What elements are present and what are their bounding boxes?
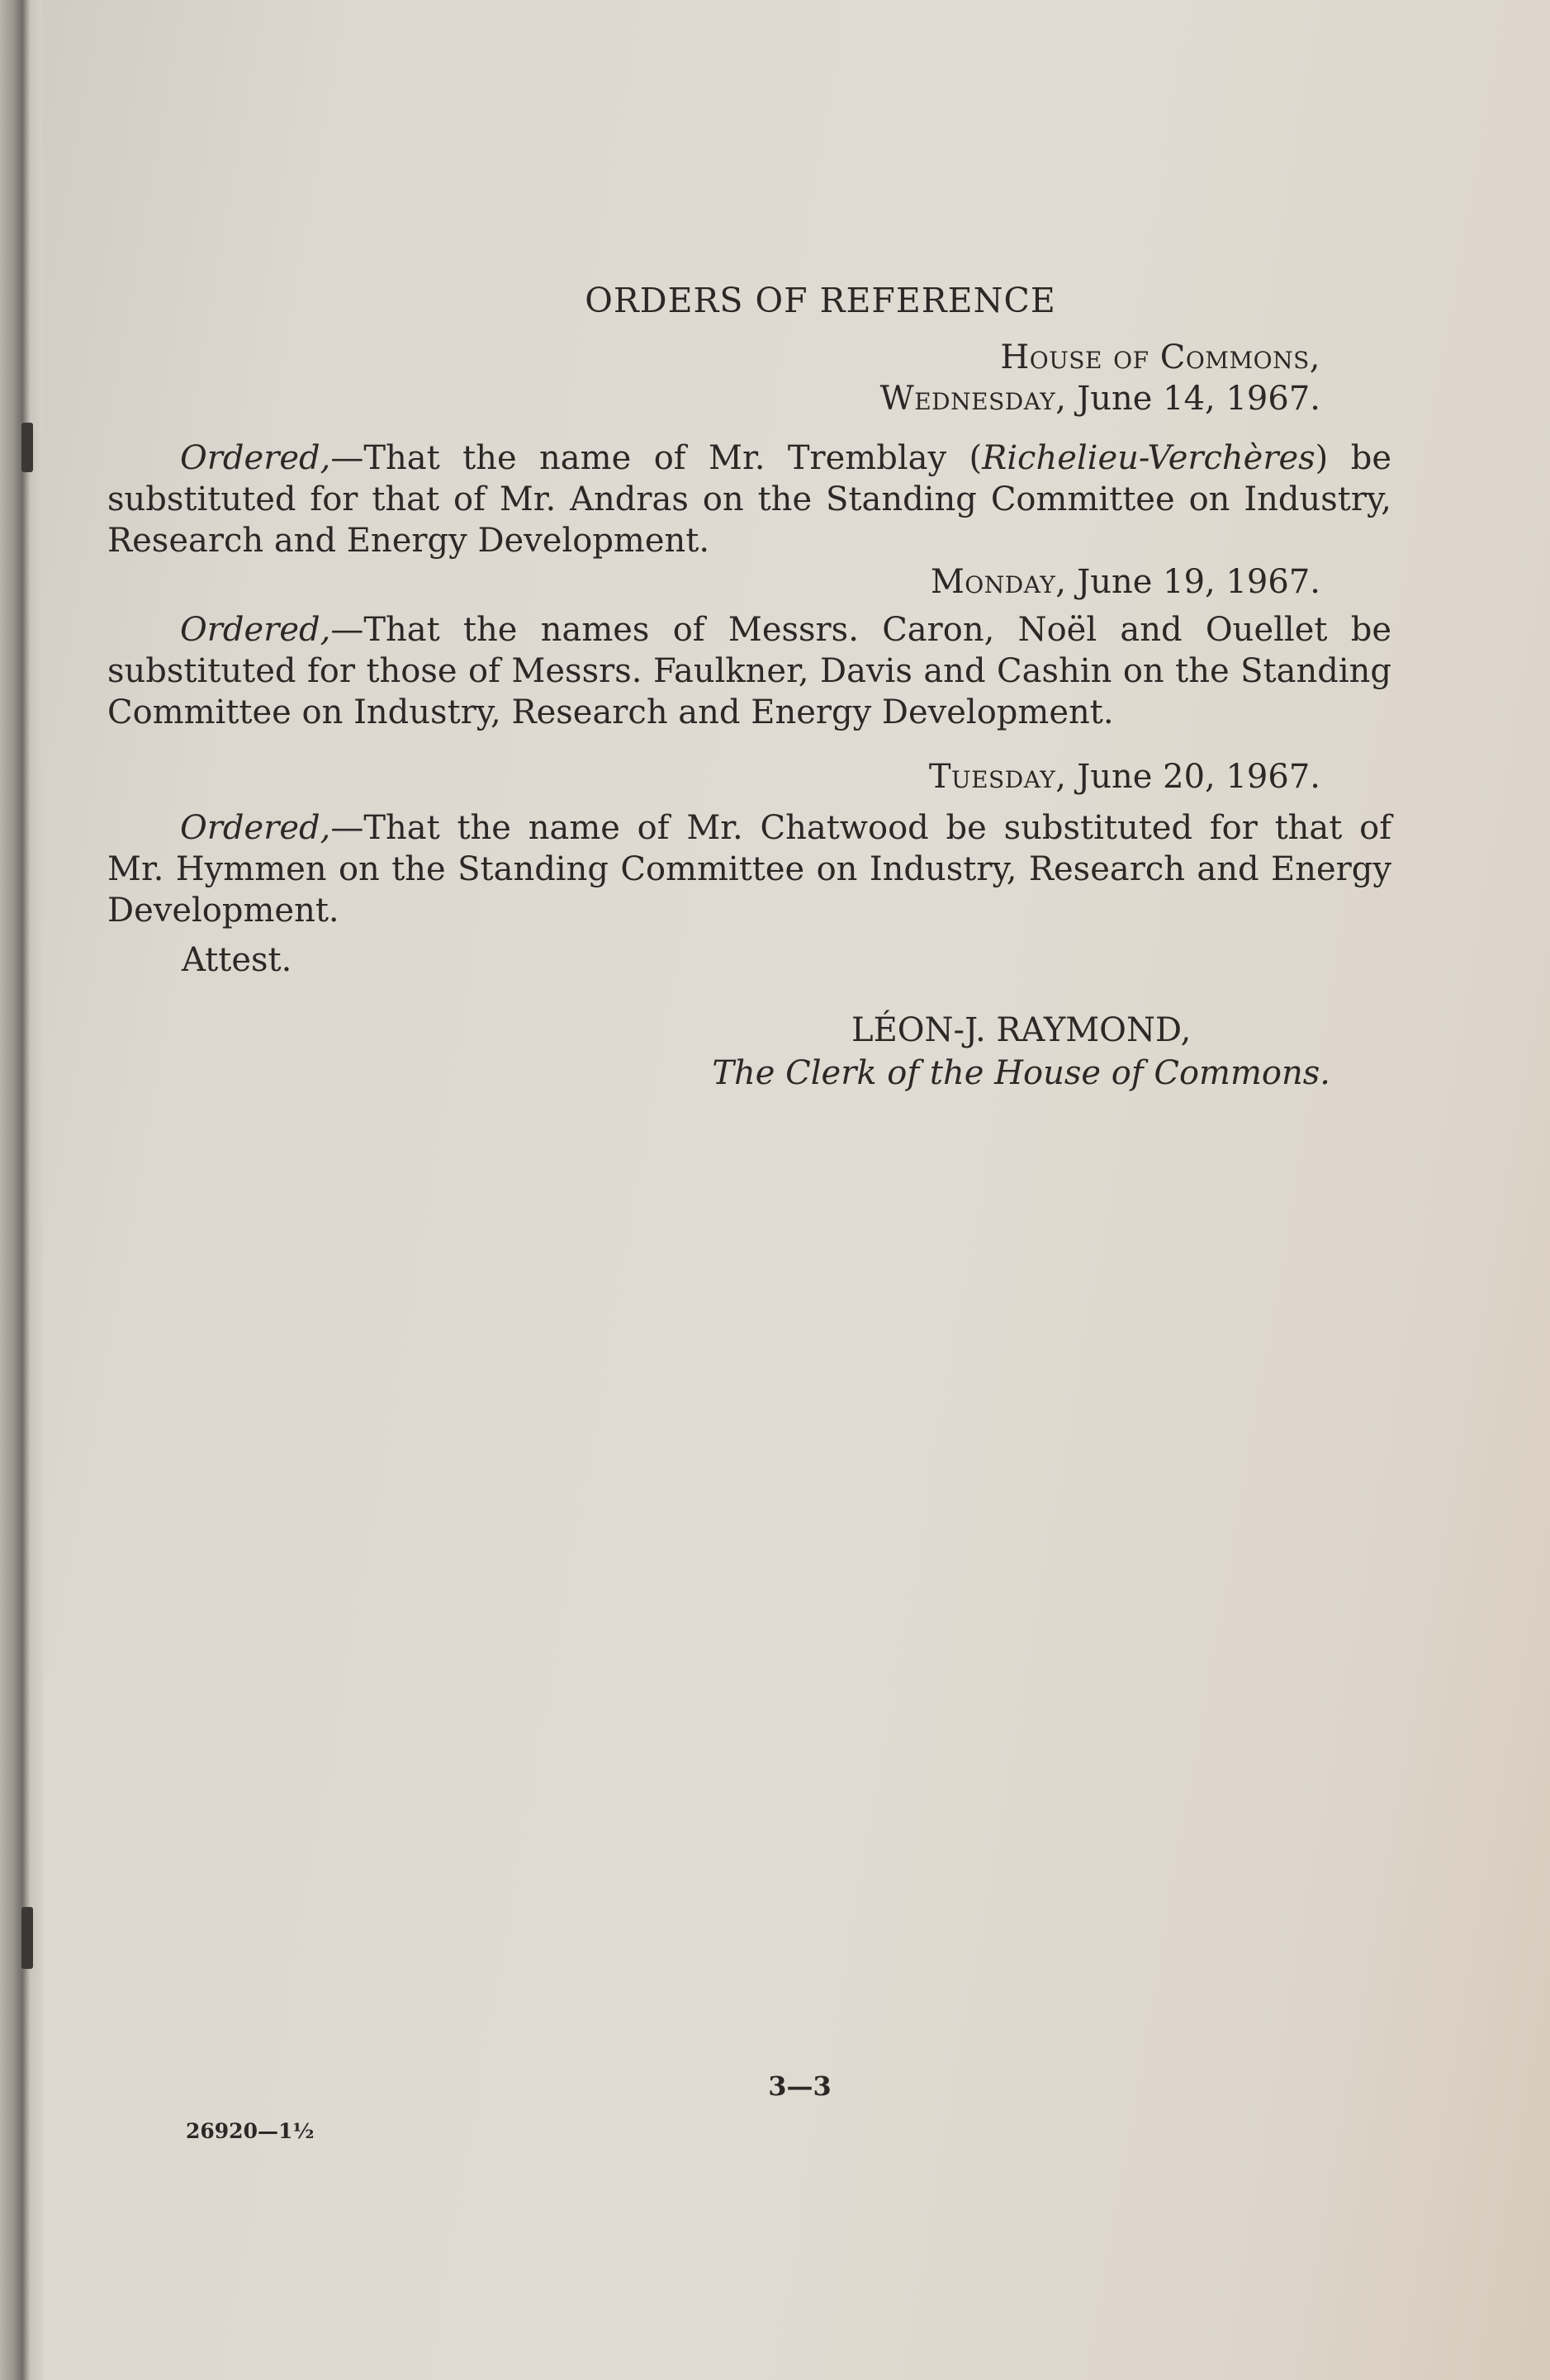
binding-clip [21,1907,33,1969]
ordered-word: Ordered, [180,809,331,847]
order-text: Ordered,—That the name of Mr. Chatwood be substituted for that of Mr. Hymmen on the Standing Committee on Industry, Research and Energy Development. [107,809,1391,930]
page-number: 3—3 [768,2070,832,2102]
entry-day: Wednesday, [879,380,1067,418]
entry-dateline [880,380,1320,418]
house-name: House of Commons, [1000,338,1320,376]
house-line [1000,338,1320,376]
print-code: 26920—1½ [186,2119,315,2143]
entry-day: Monday, [930,563,1067,601]
entry-date: June 20, 1967. [1077,758,1320,796]
entry-day: Tuesday, [928,758,1067,796]
entry-dateline [929,758,1320,796]
signatory-name: LÉON-J. RAYMOND, [851,1011,1192,1049]
binding-spine [0,0,43,2380]
order-paragraph [107,438,1391,561]
entry-dateline [931,563,1320,601]
binding-clip [21,423,33,472]
attest-line: Attest. [182,941,292,979]
riding-name: Richelieu-Verchères [982,439,1315,477]
order-text: Ordered,—That the names of Messrs. Caron, Noël and Ouellet be substituted for those of Messrs. Faulkner, Davis and Cashin on the Standing Committee on Industry, Research and Energy Development. [107,611,1391,731]
entry-date: June 14, 1967. [1077,380,1320,418]
order-paragraph [107,807,1391,931]
signatory-title: The Clerk of the House of Commons. [712,1054,1330,1092]
order-paragraph [107,609,1391,733]
ordered-word: Ordered, [180,611,331,649]
order-text: Ordered,—That the name of Mr. Tremblay (Richelieu-Verchères) be substituted for that of Mr. Andras on the Standing Committee on Industry, Research and Energy Development. [107,439,1391,560]
ordered-word: Ordered, [180,439,331,477]
signature-block [712,1009,1330,1095]
page-title: ORDERS OF REFERENCE [585,281,1056,320]
entry-date: June 19, 1967. [1077,563,1320,601]
